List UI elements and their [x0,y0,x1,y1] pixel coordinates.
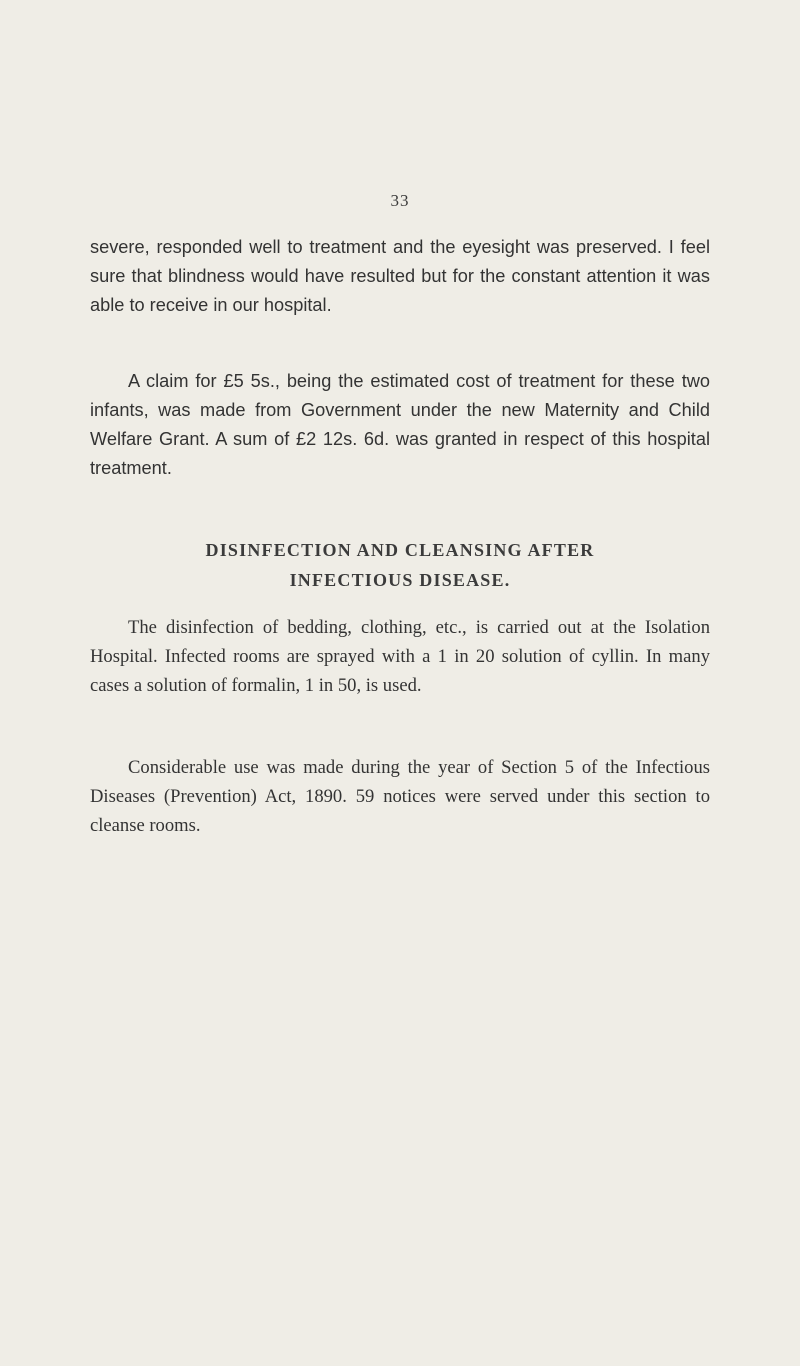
paragraph-section-five-notices: Considerable use was made during the year of Section 5 of the Infectious Diseases (Prevention) Act, 1890. 59 notices were served under this section to cleanse rooms. [90,757,710,836]
heading-line-1: DISINFECTION AND CLEANSING AFTER [205,540,595,560]
paragraph-treatment-claim: A claim for £5 5s., being the estimated cost of treatment for these two infants, was made from Government under the new Maternity and Child Welfare Grant. A sum of £2 12s. 6d. was granted in respect of this hospital treatment. [90,371,710,478]
paragraph-disinfection-method: The disinfection of bedding, clothing, etc., is carried out at the Isolation Hospital. Infected rooms are sprayed with a 1 in 20 solution of cyllin. In many cases a solution of formalin, 1 in 50, is used. [90,617,710,696]
section-heading [90,535,710,595]
heading-line-2: INFECTIOUS DISEASE. [289,570,511,590]
page-number: 33 [390,191,410,210]
paragraph-eyesight-outcome: severe, responded well to treatment and the eyesight was preserved. I feel sure that blindness would have resulted but for the constant attention it was able to receive in our hospital. [90,237,710,315]
